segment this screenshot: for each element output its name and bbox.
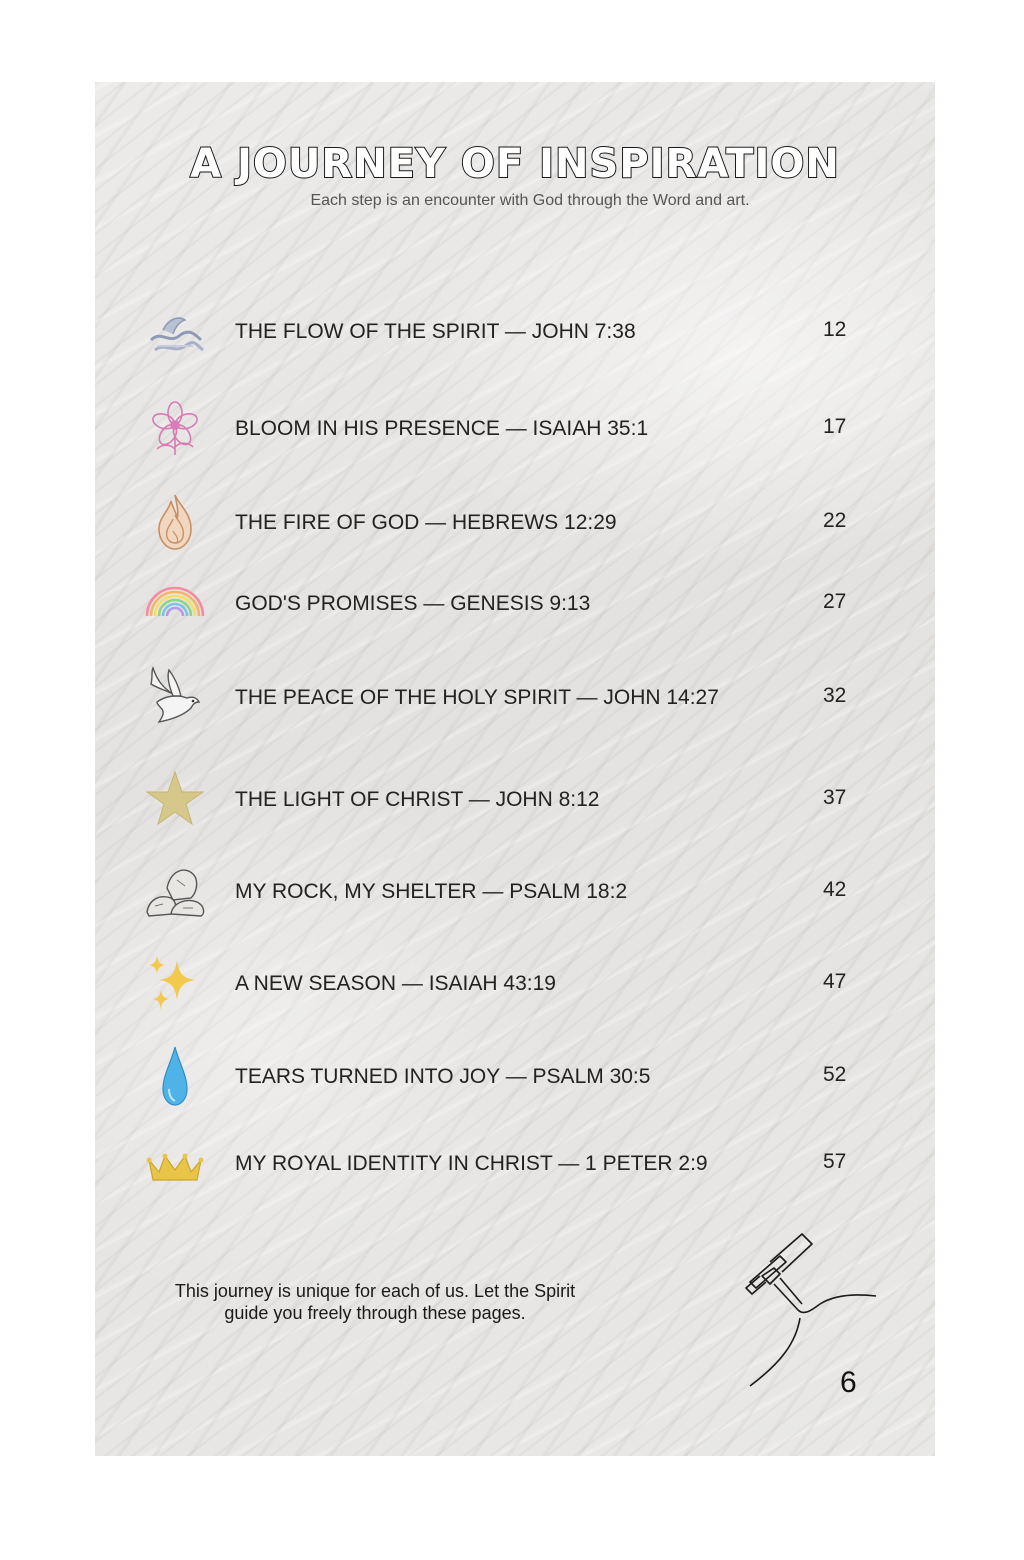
rocks-icon: [143, 860, 207, 924]
toc-item[interactable]: [143, 1045, 863, 1111]
toc-item-page: 12: [823, 318, 847, 341]
toc-item-label: MY ROYAL IDENTITY IN CHRIST — 1 PETER 2:9: [235, 1152, 708, 1175]
crown-icon: [143, 1132, 207, 1196]
toc-item-label: THE FIRE OF GOD — HEBREWS 12:29: [235, 511, 617, 534]
toc-item-label: GOD'S PROMISES — GENESIS 9:13: [235, 592, 591, 615]
page-number: 6: [840, 1366, 857, 1399]
rainbow-icon: [143, 572, 207, 636]
flower-icon: [143, 397, 207, 461]
toc-item-label: TEARS TURNED INTO JOY — PSALM 30:5: [235, 1065, 651, 1088]
book-page: [95, 82, 935, 1456]
toc-item[interactable]: [143, 666, 863, 732]
toc-item-label: MY ROCK, MY SHELTER — PSALM 18:2: [235, 880, 628, 903]
toc-item[interactable]: [143, 397, 863, 463]
toc-item-page: 27: [823, 590, 847, 613]
toc-item-page: 17: [823, 415, 847, 438]
water-flow-icon: [143, 300, 207, 364]
toc-item-page: 42: [823, 878, 847, 901]
toc-item[interactable]: [143, 572, 863, 638]
toc-item[interactable]: [143, 768, 863, 834]
toc-item-label: THE LIGHT OF CHRIST — JOHN 8:12: [235, 788, 600, 811]
toc-item-page: 57: [823, 1150, 847, 1173]
closing-note: [135, 1280, 615, 1324]
flame-icon: [143, 491, 207, 555]
closing-note-line-1: This journey is unique for each of us. Let the Spirit: [174, 1281, 576, 1301]
toc-item-label: BLOOM IN HIS PRESENCE — ISAIAH 35:1: [235, 417, 649, 440]
toc-item-label: THE FLOW OF THE SPIRIT — JOHN 7:38: [235, 320, 636, 343]
toc-item[interactable]: [143, 860, 863, 926]
toc-item-label: THE PEACE OF THE HOLY SPIRIT — JOHN 14:27: [235, 686, 719, 709]
page-title: A JOURNEY OF INSPIRATION: [190, 141, 840, 187]
toc-item[interactable]: [143, 491, 863, 557]
toc-item[interactable]: [143, 952, 863, 1018]
dove-icon: [143, 666, 207, 730]
cross-hill-icon: [740, 1232, 890, 1402]
toc-item[interactable]: [143, 300, 863, 366]
star-icon: [143, 768, 207, 832]
toc-item-page: 32: [823, 684, 847, 707]
page-subtitle: Each step is an encounter with God through the Word and art.: [310, 192, 750, 209]
toc-item[interactable]: [143, 1132, 863, 1198]
toc-item-label: A NEW SEASON — ISAIAH 43:19: [235, 972, 556, 995]
toc-item-page: 37: [823, 786, 847, 809]
toc-item-page: 52: [823, 1063, 847, 1086]
sparkles-icon: [143, 952, 207, 1016]
closing-note-line-2: guide you freely through these pages.: [224, 1303, 526, 1323]
toc-item-page: 22: [823, 509, 847, 532]
teardrop-icon: [143, 1045, 207, 1109]
toc-item-page: 47: [823, 970, 847, 993]
